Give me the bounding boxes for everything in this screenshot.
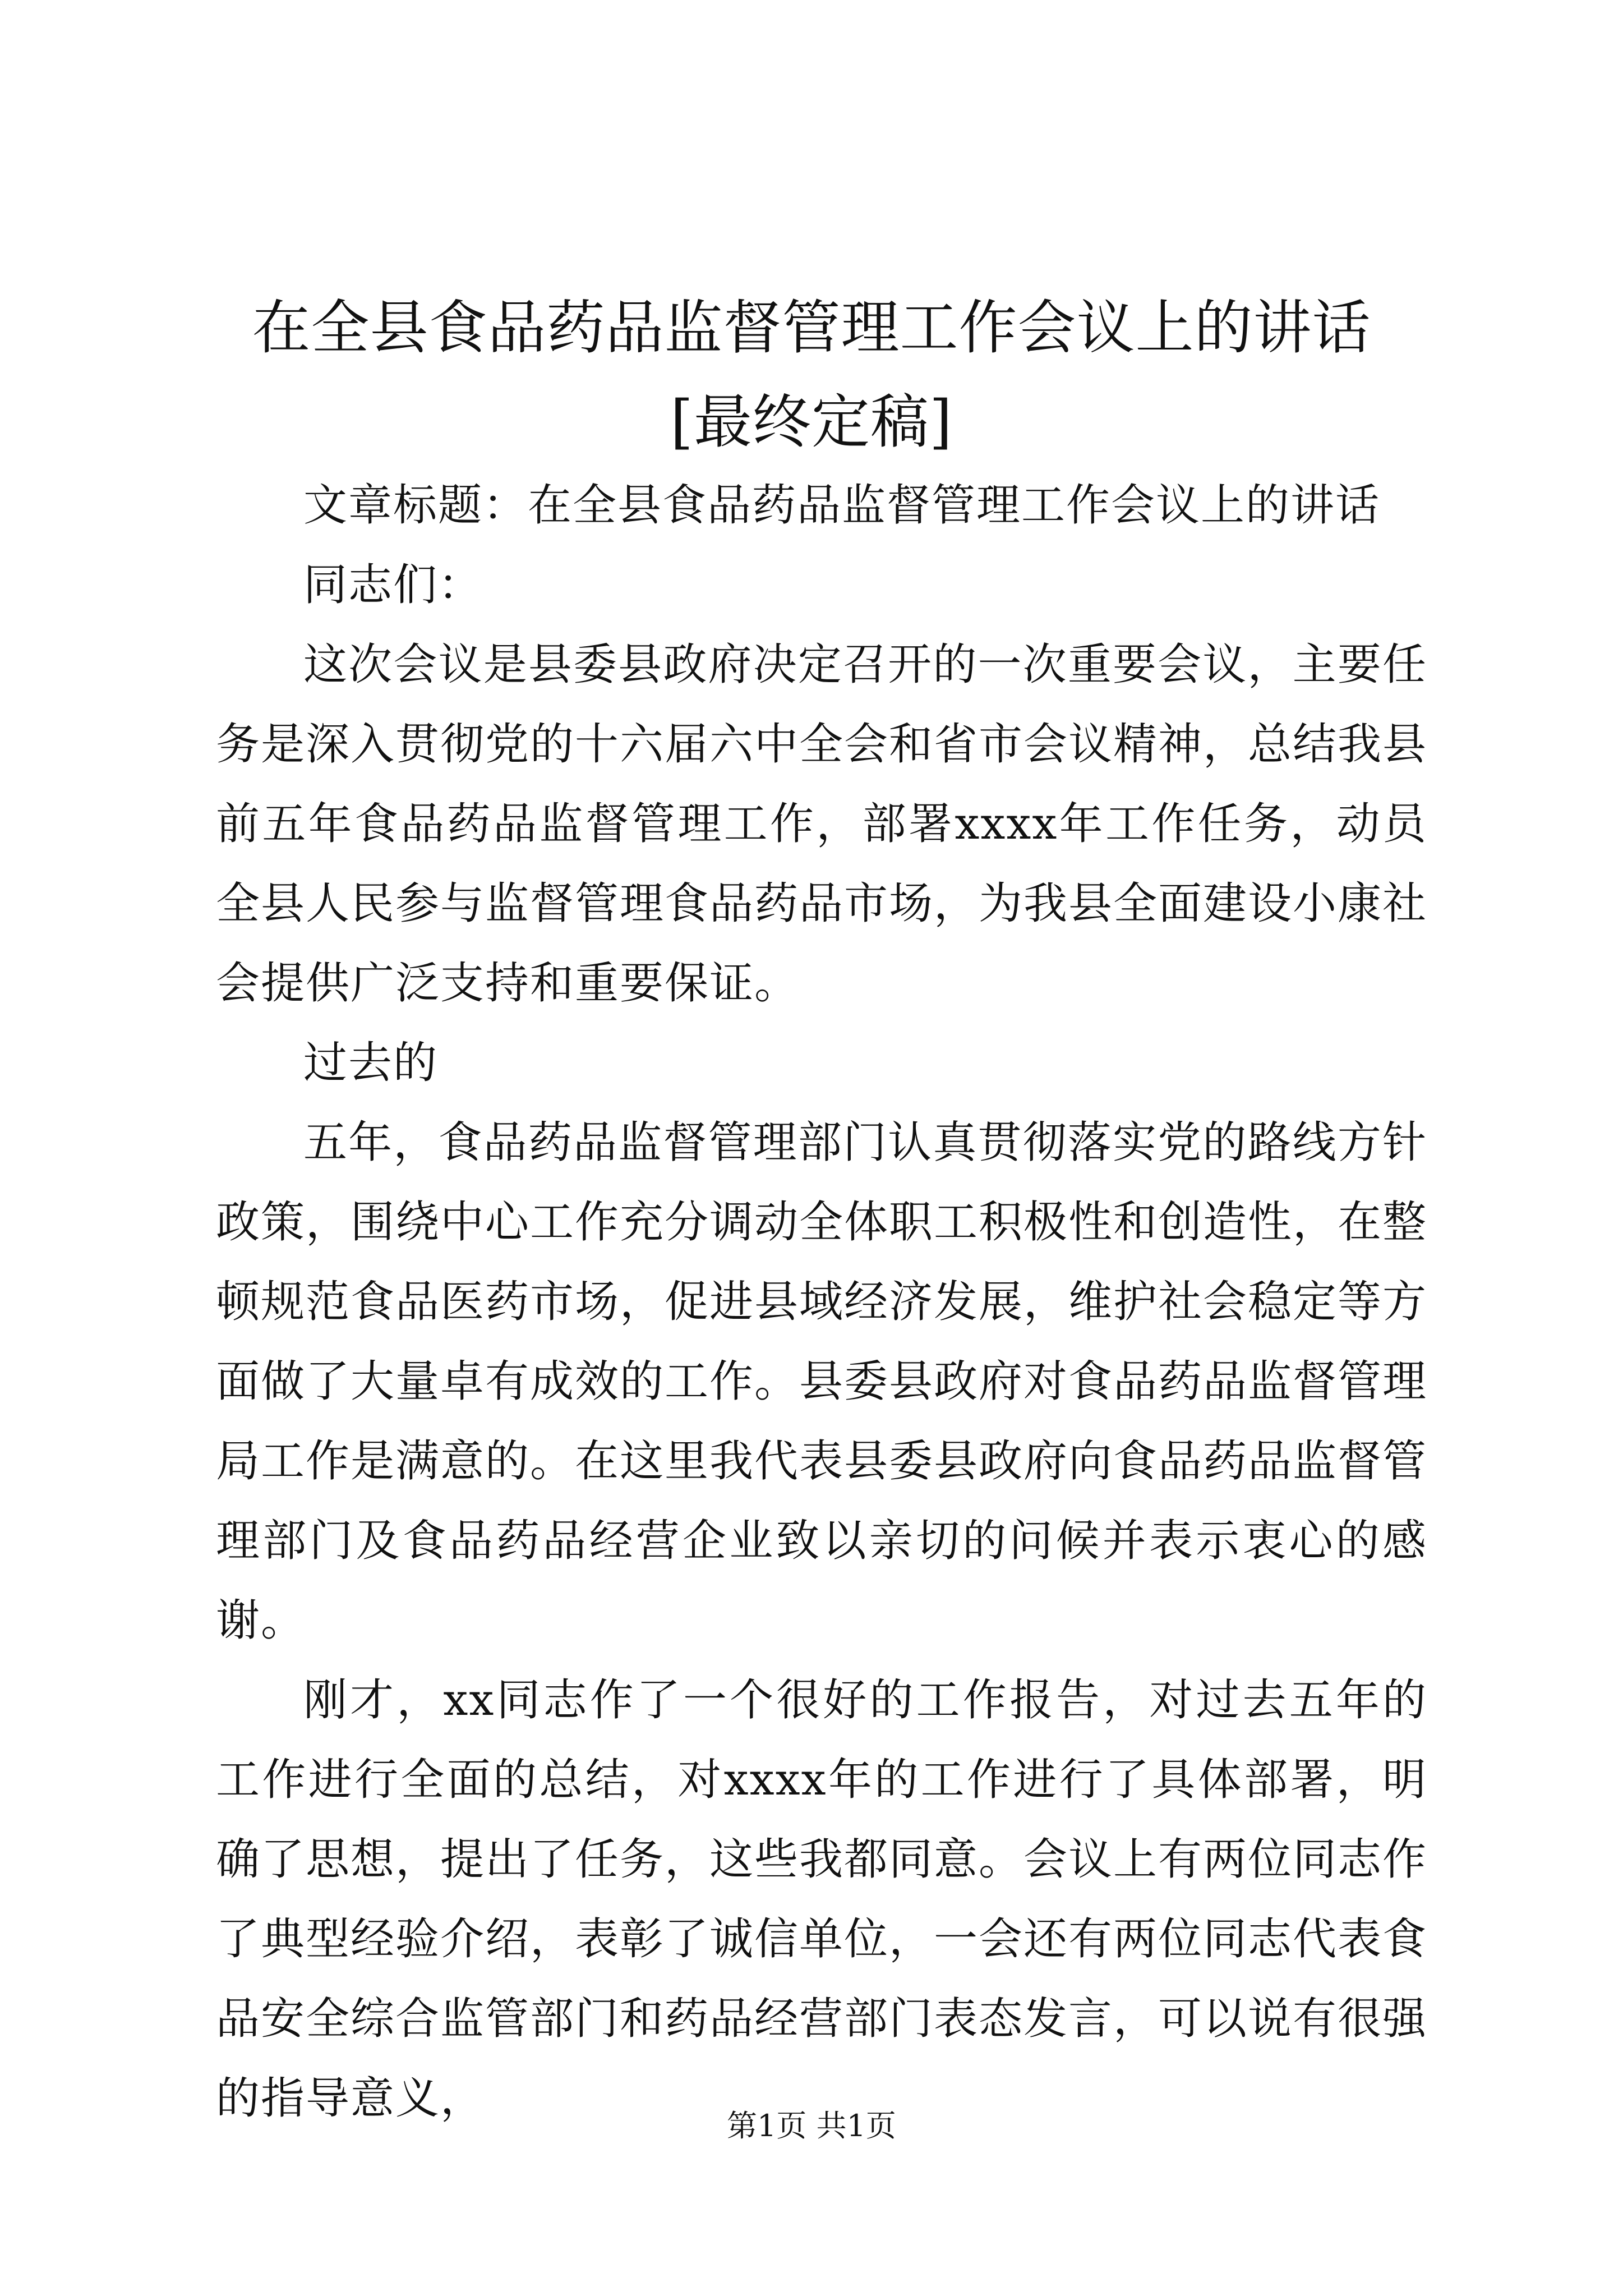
- paragraph-meeting-purpose: 这次会议是县委县政府决定召开的一次重要会议，主要任务是深入贯彻党的十六届六中全会和省市会议精神，总结我县前五年食品药品监督管理工作，部署xxxx年工作任务，动员全县人民参与监督管理食品药品市场，为我县全面建设小康社会提供广泛支持和重要保证。: [216, 639, 1428, 1009]
- page-footer: 第1页 共1页: [727, 2108, 896, 2143]
- document-title: 在全县食品药品监督管理工作会议上的讲话[最终定稿]: [252, 293, 1371, 456]
- paragraph-report-comment: 刚才，xx同志作了一个很好的工作报告，对过去五年的工作进行全面的总结，对xxxx年的工作进行了具体部署，明确了思想，提出了任务，这些我都同意。会议上有两位同志作了典型经验介绍，表彰了诚信单位，一会还有两位同志代表食品安全综合监管部门和药品经营部门表态发言，可以说有很强的指导意义，: [216, 1675, 1428, 2124]
- paragraph-past-five-years: 五年，食品药品监督管理部门认真贯彻落实党的路线方针政策，围绕中心工作充分调动全体职工积极性和创造性，在整顿规范食品医药市场，促进县域经济发展，维护社会稳定等方面做了大量卓有成效的工作。县委县政府对食品药品监督管理局工作是满意的。在这里我代表县委县政府向食品药品监督管理部门及食品药品经营企业致以亲切的问候并表示衷心的感谢。: [216, 1117, 1428, 1646]
- document-body: [216, 466, 1427, 2138]
- paragraph-salutation: 同志们：: [303, 560, 483, 610]
- paragraph-article-title: 文章标题：在全县食品药品监督管理工作会议上的讲话: [303, 480, 1381, 531]
- paragraph-past-heading: 过去的: [303, 1038, 439, 1088]
